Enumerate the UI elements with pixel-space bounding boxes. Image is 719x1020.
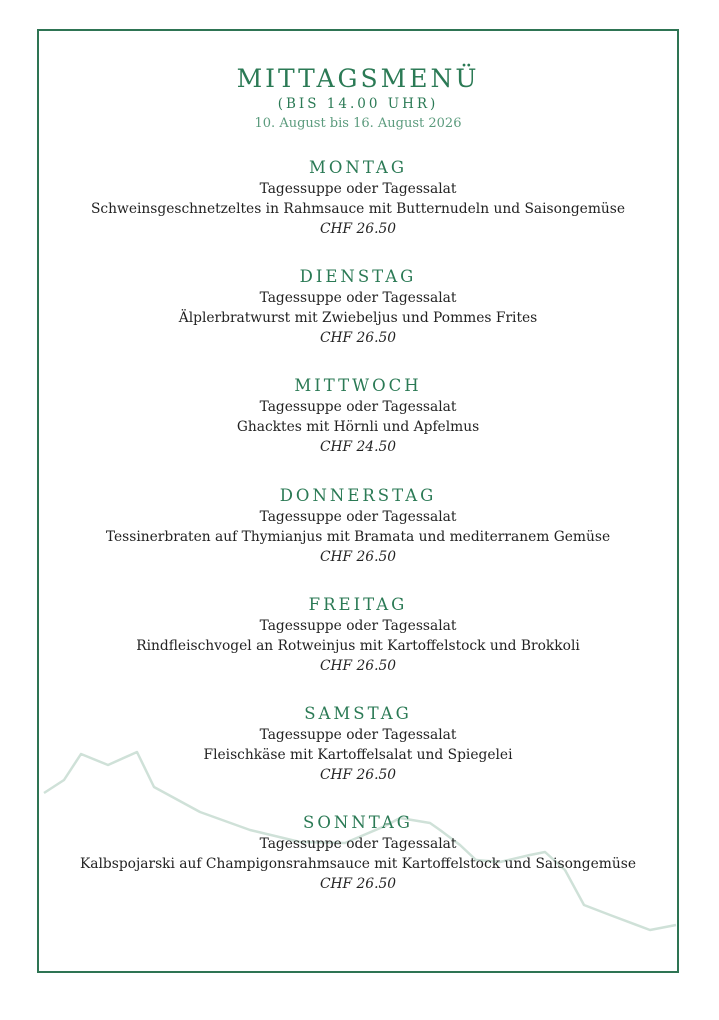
day-dish: Rindfleischvogel an Rotweinjus mit Kartoffelstock und Brokkoli xyxy=(136,637,580,654)
day-name: MONTAG xyxy=(308,158,408,177)
day-tuesday xyxy=(37,266,679,375)
day-name: DIENSTAG xyxy=(299,267,417,287)
day-thursday xyxy=(37,485,679,594)
day-list xyxy=(37,157,679,921)
menu-content xyxy=(37,29,679,921)
menu-dates: 10. August bis 16. August 2026 xyxy=(254,116,462,131)
day-dish: Ghacktes mit Hörnli und Apfelmus xyxy=(236,419,480,436)
day-name: DONNERSTAG xyxy=(279,485,437,505)
day-saturday xyxy=(37,703,679,812)
day-starter: Tagessuppe oder Tagessalat xyxy=(259,181,457,197)
menu-title: MITTAGSMENÜ xyxy=(236,64,480,93)
day-friday xyxy=(37,594,679,703)
day-starter: Tagessuppe oder Tagessalat xyxy=(259,508,457,525)
day-price: CHF 26.50 xyxy=(319,657,397,674)
day-name: SAMSTAG xyxy=(304,703,412,723)
day-starter: Tagessuppe oder Tagessalat xyxy=(259,836,457,853)
day-dish: Schweinsgeschnetzeltes in Rahmsauce mit Butternudeln und Saisongemüse xyxy=(90,201,626,217)
day-price: CHF 26.50 xyxy=(319,766,397,783)
day-price: CHF 26.50 xyxy=(319,330,397,347)
day-dish: Tessinerbraten auf Thymianjus mit Bramata und mediterranem Gemüse xyxy=(105,528,611,545)
day-name: SONNTAG xyxy=(303,813,413,833)
day-starter: Tagessuppe oder Tagessalat xyxy=(259,726,457,743)
day-dish: Kalbspojarski auf Champigonsrahmsauce mit Kartoffelstock und Saisongemüse xyxy=(79,856,637,873)
day-starter: Tagessuppe oder Tagessalat xyxy=(259,617,457,634)
day-dish: Älplerbratwurst mit Zwiebeljus und Pommes Frites xyxy=(178,310,538,327)
day-starter: Tagessuppe oder Tagessalat xyxy=(259,399,457,416)
day-monday xyxy=(37,157,679,266)
day-sunday xyxy=(37,812,679,921)
day-wednesday xyxy=(37,375,679,484)
day-price: CHF 24.50 xyxy=(319,439,397,456)
menu-subtitle: (BIS 14.00 UHR) xyxy=(277,96,439,112)
day-name: FREITAG xyxy=(308,594,408,614)
day-price: CHF 26.50 xyxy=(319,221,397,237)
day-price: CHF 26.50 xyxy=(319,548,397,565)
day-price: CHF 26.50 xyxy=(319,876,397,893)
day-name: MITTWOCH xyxy=(294,376,422,396)
day-starter: Tagessuppe oder Tagessalat xyxy=(259,290,457,307)
day-dish: Fleischkäse mit Kartoffelsalat und Spiegelei xyxy=(203,746,513,763)
